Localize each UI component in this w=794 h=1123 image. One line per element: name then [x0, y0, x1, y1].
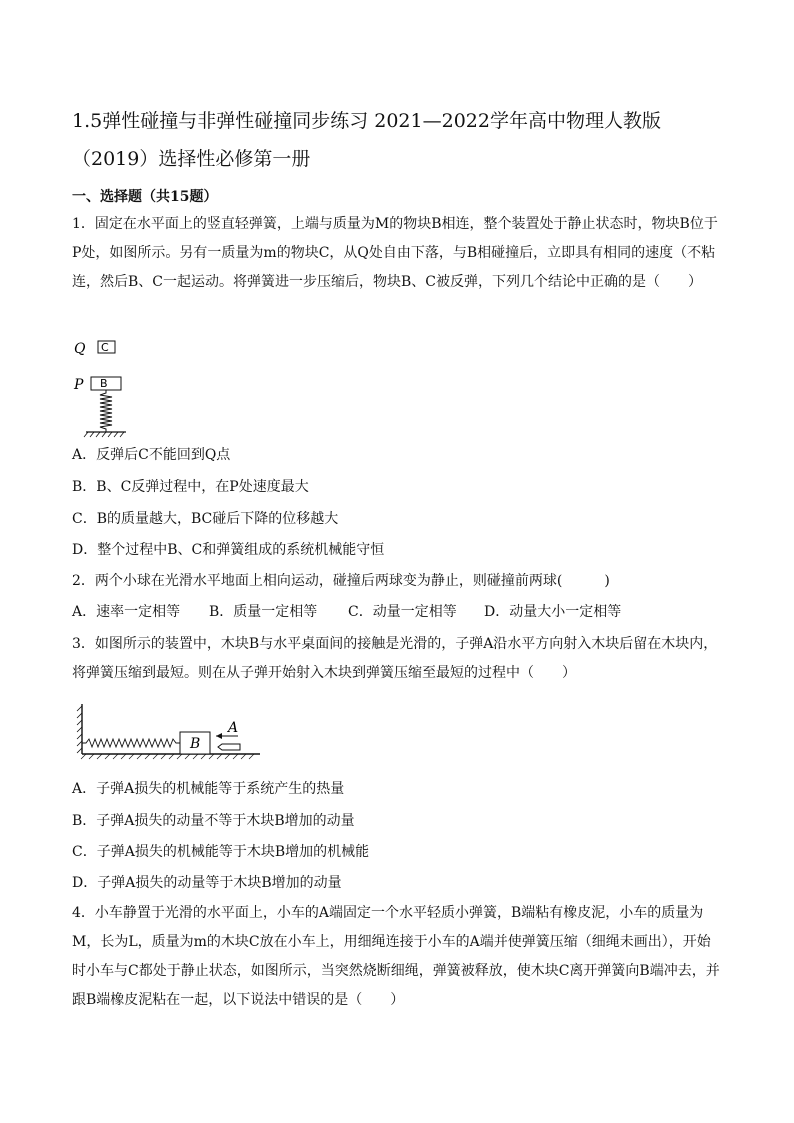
q3-option-a: A．子弹A损失的机械能等于系统产生的热量 — [72, 781, 345, 797]
q2-option-b: B．质量一定相等 — [209, 604, 318, 620]
ground-hatch — [84, 432, 124, 437]
vertical-spring — [100, 390, 112, 432]
wall-hatch — [77, 706, 82, 753]
horizontal-spring — [82, 739, 180, 747]
q2-option-c: C．动量一定相等 — [348, 604, 457, 620]
q1-option-c: C．B的质量越大，BC碰后下降的位移越大 — [72, 511, 339, 527]
bullet-block-figure — [72, 696, 264, 762]
q1-option-d: D．整个过程中B、C和弹簧组成的系统机械能守恒 — [72, 542, 385, 558]
question-2-stem: 2．两个小球在光滑水平地面上相向运动，碰撞后两球变为静止，则碰撞前两球( ) — [72, 573, 610, 589]
label-a: A — [228, 720, 239, 736]
page-title: 1.5弹性碰撞与非弹性碰撞同步练习 2021—2022学年高中物理人教版（2019）选择性必修第一册 — [72, 110, 661, 170]
q2-option-d: D．动量大小一定相等 — [484, 604, 622, 620]
floor-hatch — [81, 754, 254, 759]
label-b: B — [100, 377, 108, 390]
q3-option-d: D．子弹A损失的动量等于木块B增加的动量 — [72, 875, 342, 891]
q2-option-a: A．速率一定相等 — [72, 604, 181, 620]
question-4-stem: 4．小车静置于光滑的水平面上，小车的A端固定一个水平轻质小弹簧，B端粘有橡皮泥，小车的质量为M，长为L，质量为m的木块C放在小车上，用细绳连接于小车的A端并使弹簧压缩（细绳未画出），开始时小车与C都处于静止状态，如图所示，当突然烧断细绳，弹簧被释放，使木块C离开弹簧向B端冲去，并跟B端橡皮泥粘在一起，以下说法中错误的是（ ） — [72, 905, 720, 1008]
label-q: Q — [74, 341, 86, 357]
label-c: C — [101, 341, 109, 354]
q1-option-b: B．B、C反弹过程中，在P处速度最大 — [72, 479, 309, 495]
question-3-stem: 3．如图所示的装置中，木块B与水平桌面间的接触是光滑的，子弹A沿水平方向射入木块后留在木块内，将弹簧压缩到最短。则在从子弹开始射入木块到弹簧压缩至最短的过程中（ ） — [72, 636, 718, 681]
bullet-a — [218, 744, 240, 750]
q2-options-row — [72, 601, 621, 621]
section-heading: 一、选择题（共15题） — [72, 189, 218, 205]
label-p: P — [74, 377, 84, 393]
question-1-stem: 1．固定在水平面上的竖直轻弹簧，上端与质量为M的物块B相连，整个装置处于静止状态时，物块B位于P处，如图所示。另有一质量为m的物块C，从Q处自由下落，与B相碰撞后，立即具有相同的速度（不粘连，然后B、C一起运动。将弹簧进一步压缩后，物块B、C被反弹，下列几个结论中正确的是（ ） — [72, 216, 718, 290]
spring-block-figure — [72, 336, 132, 440]
velocity-arrowhead — [216, 733, 222, 739]
q3-option-b: B．子弹A损失的动量不等于木块B增加的动量 — [72, 813, 355, 829]
label-b: B — [190, 736, 201, 752]
q1-option-a: A．反弹后C不能回到Q点 — [72, 447, 231, 463]
q3-option-c: C．子弹A损失的机械能等于木块B增加的机械能 — [72, 844, 370, 860]
